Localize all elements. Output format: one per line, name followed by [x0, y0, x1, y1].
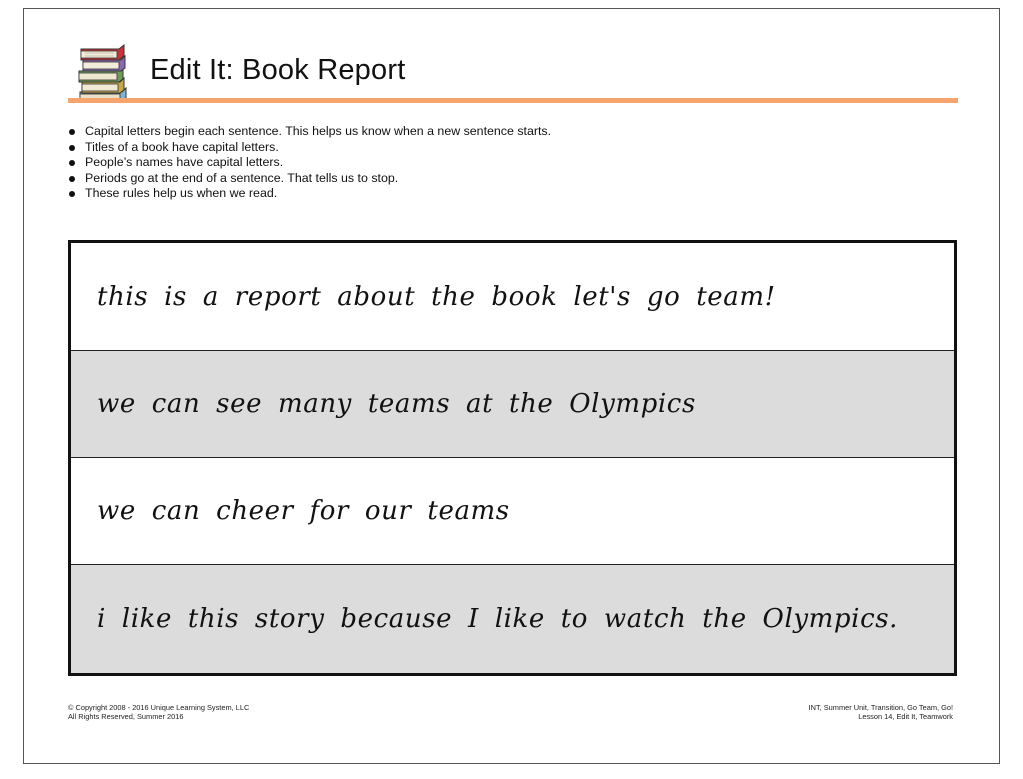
sentence-box — [68, 240, 957, 676]
bullet-icon — [69, 176, 75, 182]
page-header — [68, 44, 958, 104]
sentence-row — [71, 243, 954, 350]
header-rule — [68, 98, 958, 103]
sentence-row — [71, 350, 954, 457]
copyright-footer: © Copyright 2008 - 2016 Unique Learning System, LLC All Rights Reserved, Summer 2016 — [68, 703, 250, 721]
sentence-text: we can cheer for our teams — [97, 496, 510, 526]
sentence-text: i like this story because I like to watch the Olympics. — [97, 604, 899, 634]
list-item: These rules help us when we read. — [68, 186, 551, 202]
bullet-icon — [69, 129, 75, 135]
bullet-icon — [69, 145, 75, 151]
list-item: Titles of a book have capital letters. — [68, 140, 551, 156]
stack-of-books-icon — [76, 44, 130, 104]
bullet-icon — [69, 191, 75, 197]
lesson-footer: INT, Summer Unit, Transition, Go Team, Go! Lesson 14, Edit It, Teamwork — [808, 703, 953, 721]
sentence-row — [71, 564, 954, 673]
list-item: Periods go at the end of a sentence. That tells us to stop. — [68, 171, 551, 187]
sentence-text: this is a report about the book let's go team! — [97, 281, 776, 312]
rules-list — [68, 124, 551, 202]
bullet-icon — [69, 160, 75, 166]
list-item: People’s names have capital letters. — [68, 155, 551, 171]
sentence-row — [71, 457, 954, 564]
list-item: Capital letters begin each sentence. This helps us know when a new sentence starts. — [68, 124, 551, 140]
sentence-text: we can see many teams at the Olympics — [97, 389, 696, 419]
page-title: Edit It: Book Report — [150, 54, 406, 86]
